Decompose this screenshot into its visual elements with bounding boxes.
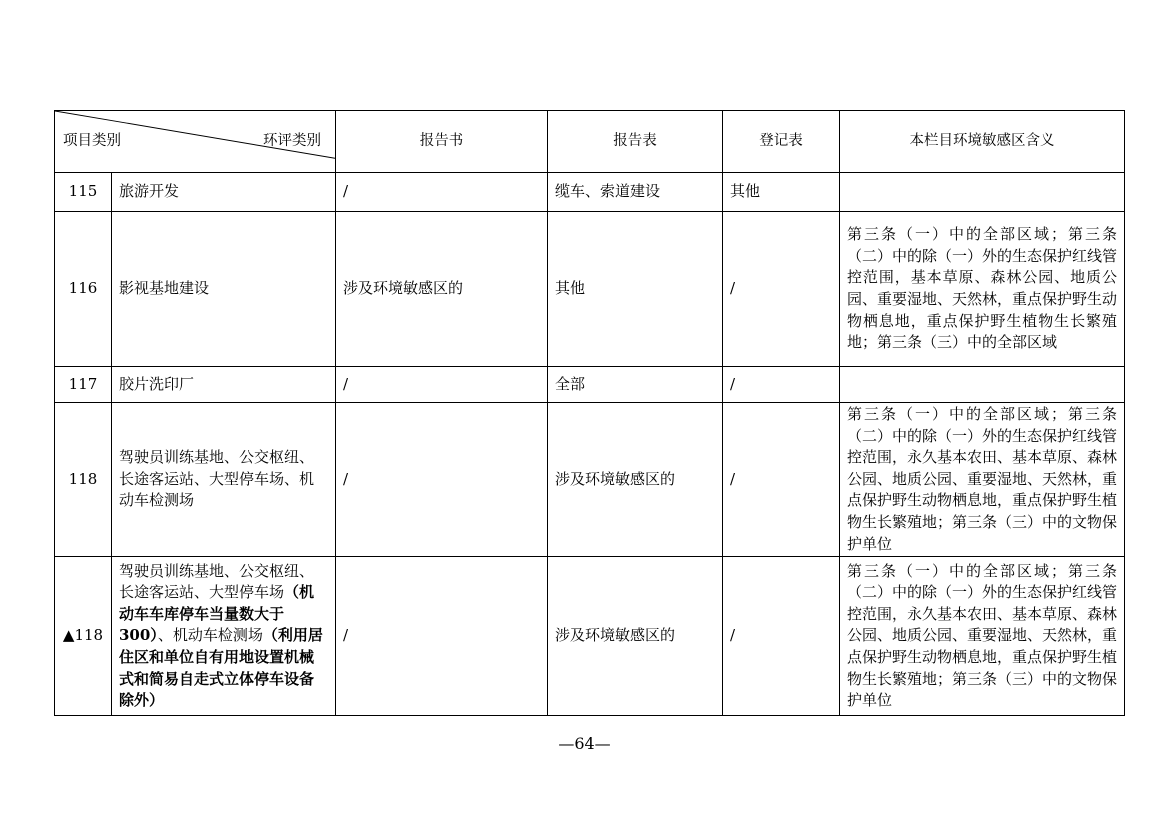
project-name (112, 557, 336, 716)
report-book-cell: / (336, 403, 548, 557)
report-form-cell: 其他 (548, 212, 723, 367)
page-number: —64— (558, 734, 611, 753)
header-registration-form: 登记表 (723, 111, 840, 173)
sensitive-area-cell: 第三条（一）中的全部区域；第三条（二）中的除（一）外的生态保护红线管控范围，永久基本农田、基本草原、森林公园、地质公园、重要湿地、天然林，重点保护野生动物栖息地，重点保护野生植物生长繁殖地；第三条（三）中的文物保护单位 (840, 557, 1125, 716)
header-eia-category: 环评类别 (263, 133, 321, 149)
report-book-cell: 涉及环境敏感区的 (336, 212, 548, 367)
header-report-book: 报告书 (336, 111, 548, 173)
row-number: 115 (55, 173, 112, 212)
row-number: 116 (55, 212, 112, 367)
sensitive-area-cell: 第三条（一）中的全部区域；第三条（二）中的除（一）外的生态保护红线管控范围，基本草原、森林公园、地质公园、重要湿地、天然林，重点保护野生动物栖息地，重点保护野生植物生长繁殖地；第三条（三）中的全部区域 (840, 212, 1125, 367)
project-name: 驾驶员训练基地、公交枢纽、长途客运站、大型停车场、机动车检测场 (112, 403, 336, 557)
project-name: 胶片洗印厂 (112, 367, 336, 403)
classification-table (54, 110, 1125, 716)
registration-form-cell: / (723, 557, 840, 716)
header-report-form: 报告表 (548, 111, 723, 173)
report-form-cell: 涉及环境敏感区的 (548, 403, 723, 557)
header-row (55, 111, 1125, 173)
registration-form-cell: 其他 (723, 173, 840, 212)
row-number: 118 (55, 403, 112, 557)
registration-form-cell: / (723, 212, 840, 367)
table-row (55, 173, 1125, 212)
sensitive-area-cell: 第三条（一）中的全部区域；第三条（二）中的除（一）外的生态保护红线管控范围，永久基本农田、基本草原、森林公园、地质公园、重要湿地、天然林，重点保护野生动物栖息地，重点保护野生植物生长繁殖地；第三条（三）中的文物保护单位 (840, 403, 1125, 557)
row-number: 117 (55, 367, 112, 403)
sensitive-area-cell (840, 173, 1125, 212)
report-book-cell: / (336, 173, 548, 212)
report-book-cell: / (336, 557, 548, 716)
header-sensitive-area-meaning: 本栏目环境敏感区含义 (840, 111, 1125, 173)
report-form-cell: 缆车、索道建设 (548, 173, 723, 212)
project-name-part: 、机动车检测场 (157, 626, 263, 645)
report-book-cell: / (336, 367, 548, 403)
project-name: 旅游开发 (112, 173, 336, 212)
report-form-cell: 全部 (548, 367, 723, 403)
table-row (55, 367, 1125, 403)
row-number: ▲118 (55, 557, 112, 716)
table-row (55, 212, 1125, 367)
sensitive-area-cell (840, 367, 1125, 403)
project-name-bold-part: （机动车车库停车当量数大于300） (119, 583, 315, 645)
project-name: 影视基地建设 (112, 212, 336, 367)
report-form-cell: 涉及环境敏感区的 (548, 557, 723, 716)
table-row (55, 403, 1125, 557)
header-diagonal-cell (55, 111, 336, 173)
table-row (55, 557, 1125, 716)
project-name-part: 驾驶员训练基地、公交枢纽、长途客运站、大型停车场 (119, 561, 315, 602)
header-project-category: 项目类别 (63, 133, 121, 149)
registration-form-cell: / (723, 403, 840, 557)
registration-form-cell: / (723, 367, 840, 403)
project-name-bold-part: （利用居住区和单位自有用地设置机械式和简易自走式立体停车设备除外） (119, 626, 323, 710)
